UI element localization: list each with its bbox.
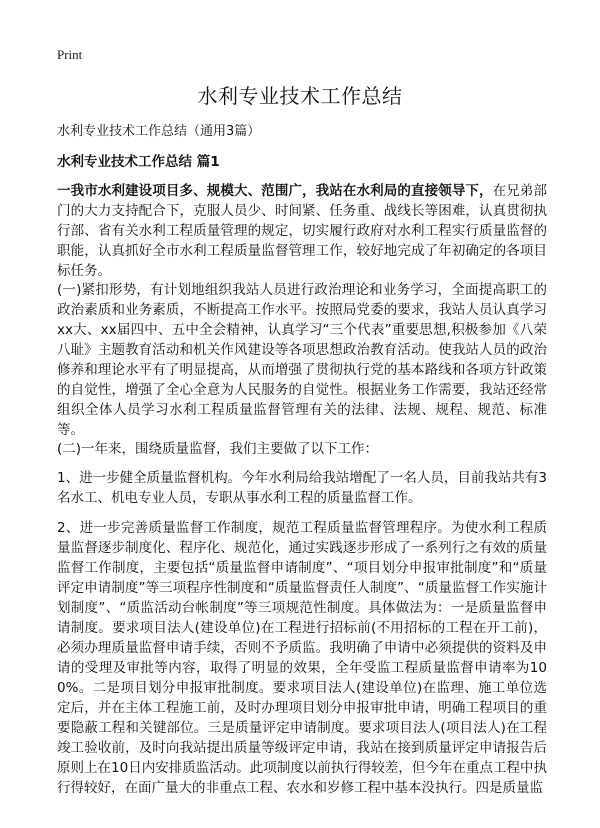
paragraph-3: (二)一年来，围绕质量监督，我们主要做了以下工作： xyxy=(57,441,379,457)
section-title: 水利专业技术工作总结 篇1 xyxy=(57,154,220,170)
paragraph-4: 1、进一步健全质量监督机构。今年水利局给我站增配了一名人员，目前我站共有3名水工、机电专业人员，专职从事水利工程的质量监督工作。 xyxy=(57,470,547,506)
paragraph-1-bold-lead: 一我市水利建设项目多、规模大、范围广，我站在水利局的直接领导下， xyxy=(57,183,493,199)
paragraph-1-text: 在兄弟部门的大力支持配合下，克服人员少、时间紧、任务重、战线长等困难，认真贯彻执行部、省有关水利工程质量管理的规定，切实履行政府对水利工程实行质量监督的职能，认真抓好全市水利工程质量监督管理工作，较好地完成了年初确定的各项目标任务。 xyxy=(57,183,547,279)
paragraph-2: (一)紧扣形势，有计划地组织我站人员进行政治理论和业务学习，全面提高职工的政治素质和业务素质，不断提高工作水平。按照局党委的要求，我站人员认真学习xx大、xx届四中、五中全会精神，认真学习“三个代表”重要思想,积极参加《八荣八耻》主题教育活动和机关作风建设等各项思想政治教育活动。使我站人员的政治修养和理论水平有了明显提高，从而增强了贯彻执行党的基本路线和各项方针政策的自觉性，增强了全心全意为人民服务的自觉性。根据业务工作需要，我站还经常组织全体人员学习水利工程质量监督管理有关的法律、法规、规程、规范、标准等。 xyxy=(57,282,547,438)
paragraph-1 xyxy=(57,181,547,281)
paragraph-5: 2、进一步完善质量监督工作制度，规范工程质量监督管理程序。为使水利工程质量监督逐步制度化、程序化、规范化，通过实践逐步形成了一系列行之有效的质量监督工作制度，主要包括“质量监督申请制度”、“项目划分申报审批制度”和“质量评定申请制度”等三项程序性制度和“质量监督责任人制度”、“质量监督工作实施计划制度”、“质监活动台帐制度”等三项规范性制度。具体做法为：一是质量监督申请制度。要求项目法人(建设单位)在工程进行招标前(不用招标的工程在开工前)，必须办理质量监督申请手续，否则不予质监。我明确了申请中必须提供的资料及申请的受理及审批等内容，取得了明显的效果，全年受监工程质量监督申请率为100%。二是项目划分申报审批制度。要求项目法人(建设单位)在监理、施工单位选定后，并在主体工程施工前，及时办理项目划分申报审批申请，明确工程项目的重要隐蔽工程和关键部位。三是质量评定申请制度。要求项目法人(项目法人)在工程竣工验收前，及时向我站提出质量等级评定申请，我站在接到质量评定申请报告后原则上在10日内安排质监活动。此项制度以前执行得较差，但今年在重点工程中执行得较好，在面广量大的非重点工程、农水和岁修工程中基本没执行。四是质量监 xyxy=(57,520,547,796)
print-label: Print xyxy=(57,47,83,62)
document-title: 水利专业技术工作总结 xyxy=(197,84,403,108)
document-subtitle: 水利专业技术工作总结（通用3篇） xyxy=(57,124,261,139)
